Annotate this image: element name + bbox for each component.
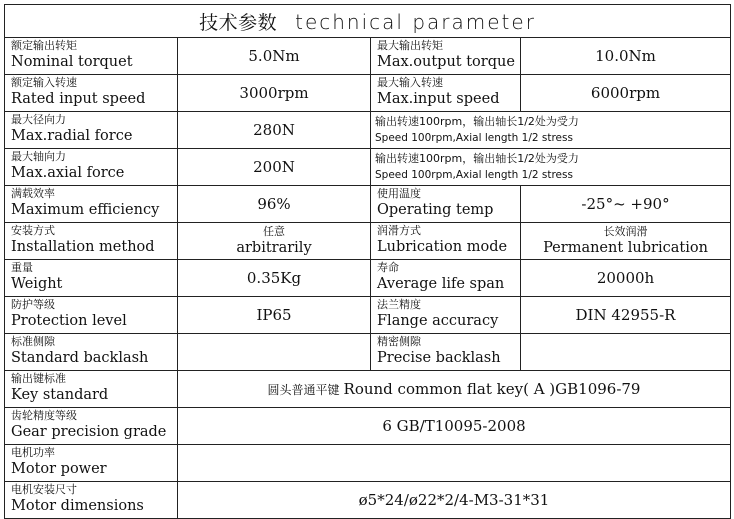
label-en: Key standard bbox=[11, 387, 109, 403]
label-en: Weight bbox=[11, 276, 63, 292]
value-en: 6 GB/T10095-2008 bbox=[382, 417, 526, 435]
param-value bbox=[178, 334, 371, 371]
table-row bbox=[5, 445, 731, 482]
param-label bbox=[5, 223, 178, 260]
param-value: 20000h bbox=[521, 260, 731, 297]
value-en: ø5*24/ø22*2/4-M3-31*31 bbox=[358, 491, 550, 509]
param-label bbox=[5, 149, 178, 186]
label-cn: 最大输入转速 bbox=[377, 76, 443, 89]
label-cn: 安装方式 bbox=[11, 224, 55, 237]
label-cn: 电机安装尺寸 bbox=[11, 483, 77, 496]
label-cn: 法兰精度 bbox=[377, 298, 421, 311]
label-en: Max.input speed bbox=[377, 91, 500, 107]
param-value: -25°~ +90° bbox=[521, 186, 731, 223]
label-en: Max.output torque bbox=[377, 54, 515, 70]
label-en: Nominal torquet bbox=[11, 54, 133, 70]
param-value: 96% bbox=[178, 186, 371, 223]
param-value bbox=[178, 371, 731, 408]
label-cn: 最大径向力 bbox=[11, 113, 66, 126]
label-cn: 最大输出转矩 bbox=[377, 39, 443, 52]
param-value: 5.0Nm bbox=[178, 38, 371, 75]
param-label bbox=[371, 75, 521, 112]
param-value bbox=[521, 334, 731, 371]
param-note bbox=[371, 149, 731, 186]
value-cn: 任意 bbox=[263, 225, 285, 238]
value-cn: 圆头普通平键 bbox=[267, 383, 340, 397]
label-cn: 使用温度 bbox=[377, 187, 421, 200]
label-en: Maximum efficiency bbox=[11, 202, 160, 218]
param-value: 200N bbox=[178, 149, 371, 186]
param-label bbox=[5, 75, 178, 112]
param-label bbox=[5, 297, 178, 334]
label-en: Max.radial force bbox=[11, 128, 133, 144]
param-value: 280N bbox=[178, 112, 371, 149]
table-row bbox=[5, 334, 731, 371]
label-en: Precise backlash bbox=[377, 350, 501, 366]
param-label bbox=[371, 223, 521, 260]
label-en: Motor power bbox=[11, 461, 107, 477]
param-label bbox=[5, 334, 178, 371]
table-row bbox=[5, 223, 731, 260]
param-label bbox=[5, 371, 178, 408]
label-en: Installation method bbox=[11, 239, 155, 255]
param-label bbox=[371, 38, 521, 75]
label-cn: 齿轮精度等级 bbox=[11, 409, 77, 422]
label-cn: 输出键标准 bbox=[11, 372, 66, 385]
label-cn: 精密侧隙 bbox=[377, 335, 421, 348]
param-label bbox=[5, 260, 178, 297]
label-en: Max.axial force bbox=[11, 165, 125, 181]
label-en: Standard backlash bbox=[11, 350, 149, 366]
title-row bbox=[5, 5, 731, 38]
label-cn: 额定输入转速 bbox=[11, 76, 77, 89]
label-en: Gear precision grade bbox=[11, 424, 167, 440]
note-cn: 输出转速100rpm，输出轴长1/2处为受力 bbox=[375, 115, 579, 128]
param-value: DIN 42955-R bbox=[521, 297, 731, 334]
table-row bbox=[5, 186, 731, 223]
param-value bbox=[178, 223, 371, 260]
value-en: Permanent lubrication bbox=[543, 240, 708, 256]
param-value bbox=[178, 482, 731, 519]
param-label bbox=[371, 334, 521, 371]
param-label bbox=[371, 186, 521, 223]
value-cn: 长效润滑 bbox=[603, 225, 648, 238]
title-en: technical parameter bbox=[295, 9, 536, 34]
table-row bbox=[5, 297, 731, 334]
label-en: Lubrication mode bbox=[377, 239, 508, 255]
param-label bbox=[5, 408, 178, 445]
table-title bbox=[5, 5, 731, 38]
param-value: IP65 bbox=[178, 297, 371, 334]
label-en: Operating temp bbox=[377, 202, 494, 218]
param-value: 10.0Nm bbox=[521, 38, 731, 75]
table-row bbox=[5, 149, 731, 186]
note-en: Speed 100rpm,Axial length 1/2 stress bbox=[375, 132, 573, 144]
param-label bbox=[5, 482, 178, 519]
param-label bbox=[5, 186, 178, 223]
value-en: arbitrarily bbox=[236, 240, 312, 256]
label-cn: 最大轴向力 bbox=[11, 150, 66, 163]
value-en: Round common flat key( A )GB1096-79 bbox=[343, 380, 641, 398]
label-cn: 标准侧隙 bbox=[11, 335, 55, 348]
table-row bbox=[5, 112, 731, 149]
param-value: 0.35Kg bbox=[178, 260, 371, 297]
table-row bbox=[5, 371, 731, 408]
param-value: 3000rpm bbox=[178, 75, 371, 112]
param-label bbox=[371, 297, 521, 334]
param-label bbox=[371, 260, 521, 297]
param-value bbox=[178, 408, 731, 445]
table-row bbox=[5, 482, 731, 519]
label-en: Rated input speed bbox=[11, 91, 146, 107]
param-label bbox=[5, 445, 178, 482]
param-label bbox=[5, 112, 178, 149]
label-en: Motor dimensions bbox=[11, 498, 144, 514]
table-row bbox=[5, 75, 731, 112]
param-note bbox=[371, 112, 731, 149]
param-value: 6000rpm bbox=[521, 75, 731, 112]
label-cn: 寿命 bbox=[377, 261, 399, 274]
param-value bbox=[178, 445, 731, 482]
label-cn: 额定输出转矩 bbox=[11, 39, 77, 52]
title-cn: 技术参数 bbox=[199, 11, 278, 34]
label-cn: 润滑方式 bbox=[377, 224, 421, 237]
label-cn: 重量 bbox=[11, 261, 33, 274]
param-value bbox=[521, 223, 731, 260]
param-label bbox=[5, 38, 178, 75]
note-en: Speed 100rpm,Axial length 1/2 stress bbox=[375, 169, 573, 181]
label-cn: 防护等级 bbox=[11, 298, 55, 311]
label-cn: 满载效率 bbox=[11, 187, 55, 200]
note-cn: 输出转速100rpm，输出轴长1/2处为受力 bbox=[375, 152, 579, 165]
technical-parameter-table bbox=[4, 4, 731, 519]
table-row bbox=[5, 408, 731, 445]
label-en: Flange accuracy bbox=[377, 313, 499, 329]
label-cn: 电机功率 bbox=[11, 446, 55, 459]
table-row bbox=[5, 260, 731, 297]
label-en: Average life span bbox=[377, 276, 505, 292]
label-en: Protection level bbox=[11, 313, 127, 329]
table-row bbox=[5, 38, 731, 75]
